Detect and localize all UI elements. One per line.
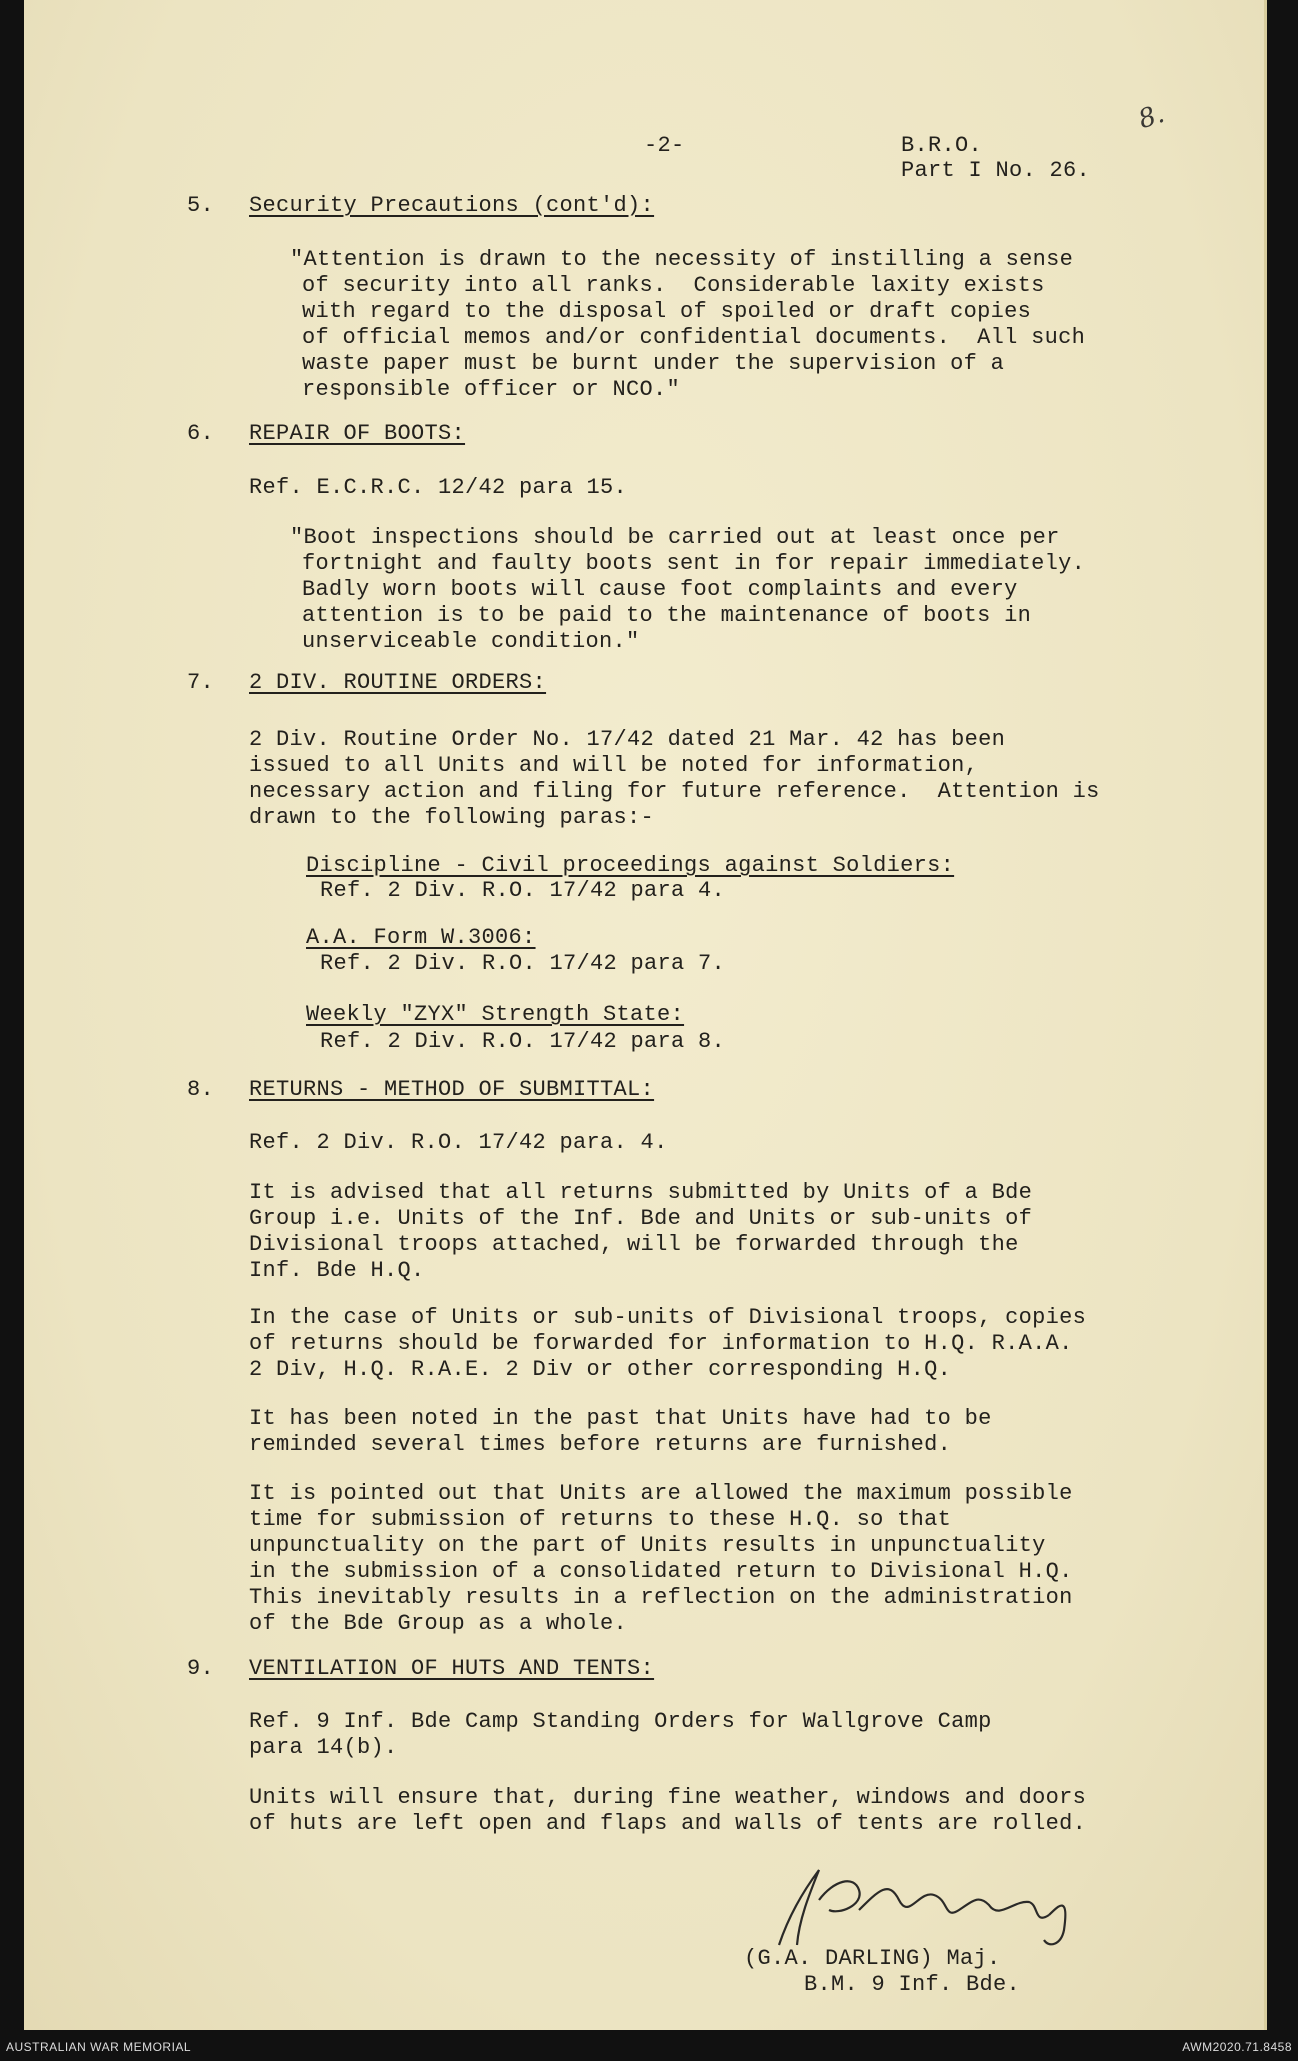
section-7-number: 7. bbox=[187, 670, 215, 695]
section-8-p4-2: time for submission of returns to these H.Q. so that bbox=[249, 1507, 952, 1532]
section-5-quote-5: waste paper must be burnt under the supervision of a bbox=[302, 351, 1005, 376]
section-6-quote-2: fortnight and faulty boots sent in for repair immediately. bbox=[302, 551, 1086, 576]
section-5-quote-1: "Attention is drawn to the necessity of instilling a sense bbox=[290, 247, 1074, 272]
footer-left: AUSTRALIAN WAR MEMORIAL bbox=[6, 2040, 192, 2054]
section-6-number: 6. bbox=[187, 421, 215, 446]
section-8-p4-4: in the submission of a consolidated return to Divisional H.Q. bbox=[249, 1559, 1073, 1584]
section-5-quote-2: of security into all ranks. Considerable laxity exists bbox=[302, 273, 1045, 298]
section-8-p1-1: It is advised that all returns submitted by Units of a Bde bbox=[249, 1180, 1033, 1205]
section-8-p4-3: unpunctuality on the part of Units results in unpunctuality bbox=[249, 1533, 1046, 1558]
footer-right: AWM2020.71.8458 bbox=[1182, 2040, 1292, 2054]
section-8-p4-6: of the Bde Group as a whole. bbox=[249, 1611, 628, 1636]
corner-mark: 8. bbox=[1134, 98, 1169, 136]
section-6-quote-1: "Boot inspections should be carried out at least once per bbox=[290, 525, 1060, 550]
section-7-item-1-title: Discipline - Civil proceedings against Soldiers: bbox=[306, 853, 955, 878]
signature-title: B.M. 9 Inf. Bde. bbox=[804, 1972, 1021, 1997]
page-number: -2- bbox=[644, 133, 685, 158]
section-9-ref-1: Ref. 9 Inf. Bde Camp Standing Orders for Wallgrove Camp bbox=[249, 1709, 992, 1734]
section-8-p2-3: 2 Div, H.Q. R.A.E. 2 Div or other corresponding H.Q. bbox=[249, 1357, 952, 1382]
ref-line-1: B.R.O. bbox=[901, 133, 983, 158]
section-8-p1-2: Group i.e. Units of the Inf. Bde and Units or sub-units of bbox=[249, 1206, 1033, 1231]
section-8-p1-4: Inf. Bde H.Q. bbox=[249, 1258, 425, 1283]
section-8-p2-2: of returns should be forwarded for information to H.Q. R.A.A. bbox=[249, 1331, 1073, 1356]
section-7-body-2: issued to all Units and will be noted for information, bbox=[249, 753, 979, 778]
handwritten-signature bbox=[749, 1860, 1109, 1950]
section-5-quote-4: of official memos and/or confidential documents. All such bbox=[302, 325, 1086, 350]
section-9-number: 9. bbox=[187, 1656, 215, 1681]
section-8-ref: Ref. 2 Div. R.O. 17/42 para. 4. bbox=[249, 1130, 668, 1155]
section-8-title: RETURNS - METHOD OF SUBMITTAL: bbox=[249, 1077, 655, 1102]
section-7-item-3-title: Weekly "ZYX" Strength State: bbox=[306, 1002, 685, 1027]
section-8-p3-1: It has been noted in the past that Units have had to be bbox=[249, 1406, 992, 1431]
section-6-ref: Ref. E.C.R.C. 12/42 para 15. bbox=[249, 475, 628, 500]
section-6-quote-5: unserviceable condition." bbox=[302, 629, 640, 654]
ref-line-2: Part I No. 26. bbox=[901, 158, 1091, 183]
section-6-title: REPAIR OF BOOTS: bbox=[249, 421, 466, 446]
section-7-item-2-ref: Ref. 2 Div. R.O. 17/42 para 7. bbox=[320, 951, 726, 976]
section-7-item-3-ref: Ref. 2 Div. R.O. 17/42 para 8. bbox=[320, 1029, 726, 1054]
section-8-p2-1: In the case of Units or sub-units of Divisional troops, copies bbox=[249, 1305, 1087, 1330]
section-5-quote-3: with regard to the disposal of spoiled or draft copies bbox=[302, 299, 1032, 324]
section-5-quote-6: responsible officer or NCO." bbox=[302, 377, 681, 402]
section-8-p1-3: Divisional troops attached, will be forwarded through the bbox=[249, 1232, 1019, 1257]
section-5-number: 5. bbox=[187, 193, 215, 218]
section-9-body-2: of huts are left open and flaps and walls of tents are rolled. bbox=[249, 1811, 1087, 1836]
signature-name: (G.A. DARLING) Maj. bbox=[744, 1946, 1001, 1971]
section-5-title: Security Precautions (cont'd): bbox=[249, 193, 655, 218]
section-9-title: VENTILATION OF HUTS AND TENTS: bbox=[249, 1656, 655, 1681]
section-8-p4-5: This inevitably results in a reflection on the administration bbox=[249, 1585, 1073, 1610]
section-7-body-1: 2 Div. Routine Order No. 17/42 dated 21 Mar. 42 has been bbox=[249, 727, 1006, 752]
section-8-number: 8. bbox=[187, 1077, 215, 1102]
section-8-p3-2: reminded several times before returns are furnished. bbox=[249, 1432, 952, 1457]
section-7-title: 2 DIV. ROUTINE ORDERS: bbox=[249, 670, 547, 695]
section-6-quote-3: Badly worn boots will cause foot complaints and every bbox=[302, 577, 1018, 602]
section-7-body-4: drawn to the following paras:- bbox=[249, 805, 655, 830]
section-7-body-3: necessary action and filing for future reference. Attention is bbox=[249, 779, 1100, 804]
section-9-ref-2: para 14(b). bbox=[249, 1735, 398, 1760]
section-9-body-1: Units will ensure that, during fine weather, windows and doors bbox=[249, 1785, 1087, 1810]
section-8-p4-1: It is pointed out that Units are allowed the maximum possible bbox=[249, 1481, 1073, 1506]
section-7-item-1-ref: Ref. 2 Div. R.O. 17/42 para 4. bbox=[320, 878, 726, 903]
document-page bbox=[24, 0, 1267, 2030]
section-7-item-2-title: A.A. Form W.3006: bbox=[306, 925, 536, 950]
section-6-quote-4: attention is to be paid to the maintenance of boots in bbox=[302, 603, 1032, 628]
